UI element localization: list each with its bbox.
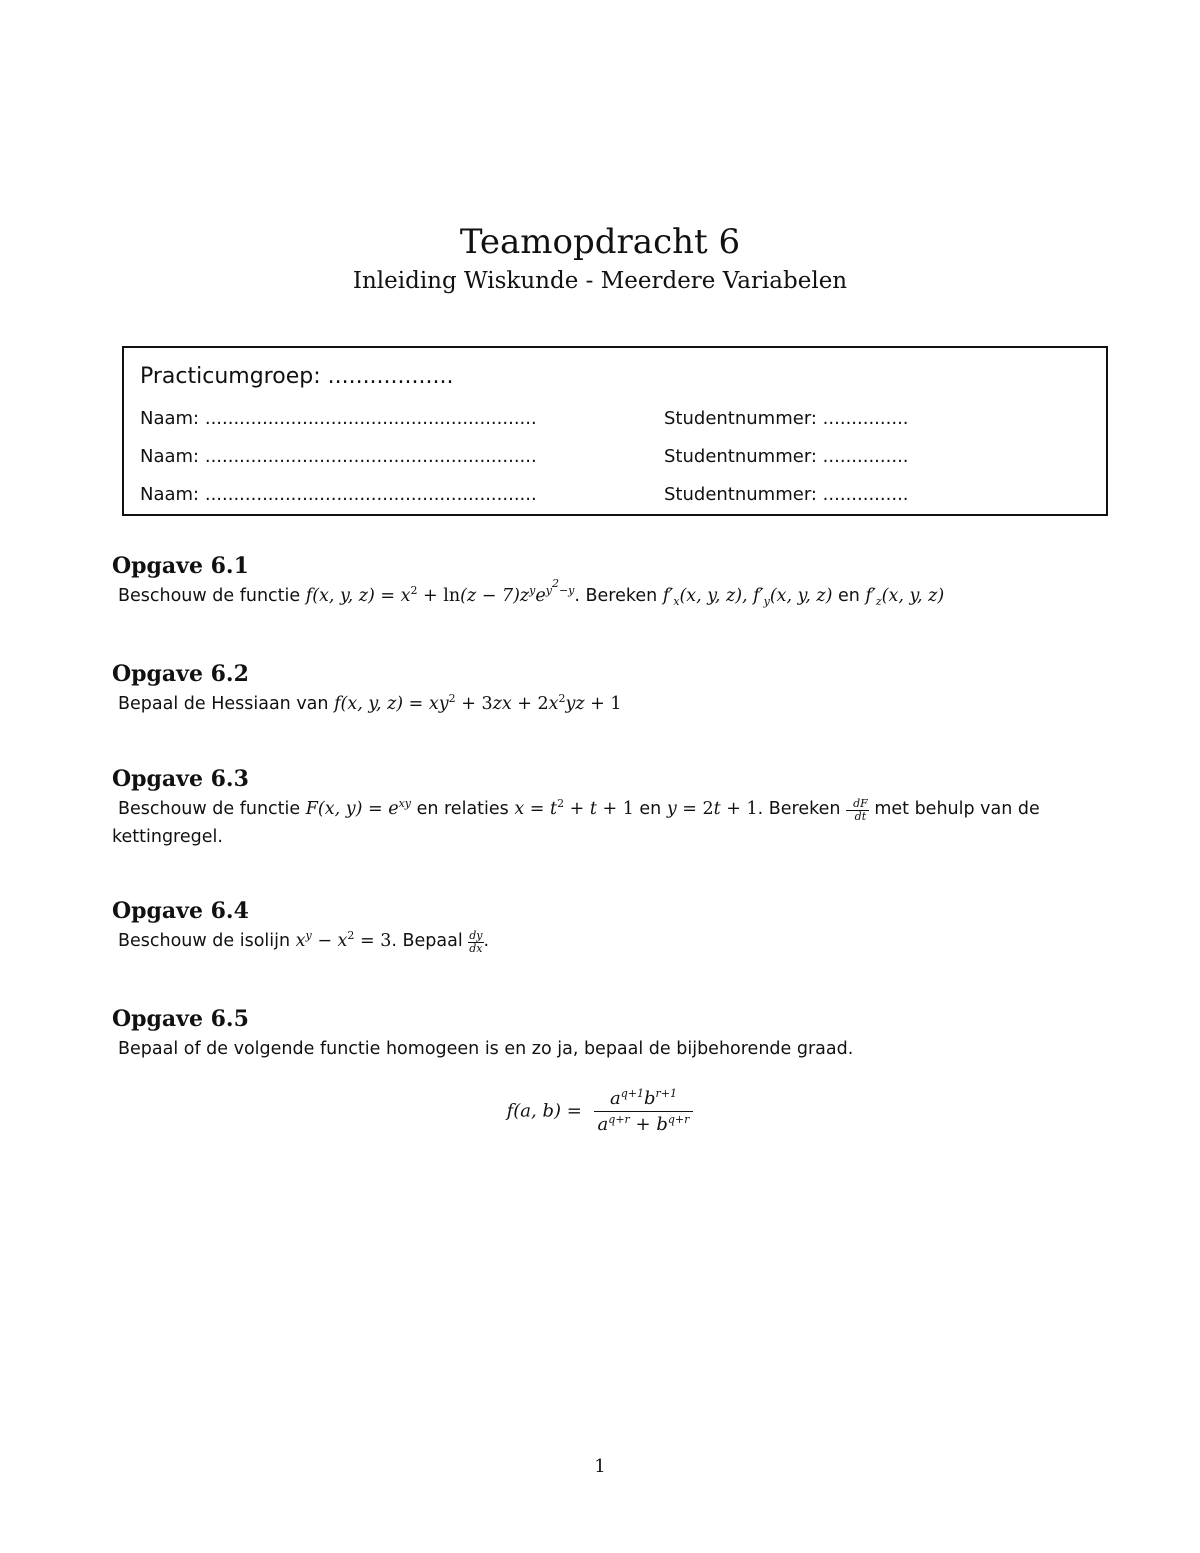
- formula: $x^y - x^2 = 3$: [295, 929, 392, 951]
- formula: $x = t^2 + t + 1$: [514, 797, 634, 819]
- question-text: Bepaal de Hessiaan van f(x, y, $z) = xy^2 + 3zx + 2x^2yz + 1$: [118, 692, 622, 714]
- naam-field-3: Naam: ..........................................................: [140, 484, 537, 505]
- question-6-3: [112, 765, 1102, 851]
- question-6-2: [112, 660, 1102, 718]
- question-6-1: [112, 552, 1102, 610]
- question-6-5: [112, 1005, 1102, 1063]
- display-formula: f(a, b) = $\frac{a^{q+1}b^{r+1}}{a^{q+r} + b^{q+r}}$: [0, 1086, 1200, 1137]
- question-6-4: [112, 897, 1102, 955]
- question-text: Beschouw de functie F(x, $y) = e^{xy}$ en relaties $x = t^2 + t + 1$ en y = 2t + 1. Bereken $\frac{dF}{dt}$ met behulp van de kettingregel.: [112, 797, 1040, 847]
- question-text: Bepaal of de volgende functie homogeen is en zo ja, bepaal de bijbehorende graad.: [118, 1039, 854, 1059]
- naam-field-1: Naam: ..........................................................: [140, 408, 537, 429]
- derivative-fraction: $\frac{dy}{dx}$: [469, 929, 483, 955]
- formula: F(x, $y) = e^{xy}$: [305, 797, 411, 819]
- derivative-fraction: $\frac{dF}{dt}$: [846, 798, 869, 823]
- page-number: 1: [594, 1456, 606, 1477]
- document-title: Teamopdracht 6: [459, 222, 741, 262]
- formula: $f'_x(x$, y, z), $f'_y(x$, y, z): [662, 586, 833, 608]
- question-heading: Opgave 6.3: [112, 766, 249, 792]
- question-text: Beschouw de isolijn $x^y - x^2 = 3$. Bepaal $\frac{dy}{dx}$ .: [118, 929, 490, 955]
- question-heading: Opgave 6.1: [112, 553, 249, 579]
- question-heading: Opgave 6.4: [112, 898, 249, 924]
- formula: f(x, y, $z) = x^2 + \ln(z - 7)z^ye^{y^2-y}$: [305, 577, 575, 606]
- question-heading: Opgave 6.2: [112, 661, 249, 687]
- studentnummer-field-1: Studentnummer: ...............: [664, 408, 909, 429]
- studentnummer-field-3: Studentnummer: ...............: [664, 484, 909, 505]
- formula: $f'_z(x$, y, z): [865, 586, 945, 608]
- studentnummer-field-2: Studentnummer: ...............: [664, 446, 909, 467]
- naam-field-2: Naam: ..........................................................: [140, 446, 537, 467]
- student-info-box: [122, 346, 1108, 516]
- formula: y = 2t + 1: [666, 799, 758, 819]
- formula: f(x, y, $z) = xy^2 + 3zx + 2x^2yz + 1$: [334, 692, 622, 714]
- document-subtitle: Inleiding Wiskunde - Meerdere Variabelen: [352, 268, 848, 294]
- question-heading: Opgave 6.5: [112, 1006, 249, 1032]
- practicumgroep-field: Practicumgroep: ..................: [140, 364, 454, 389]
- question-text: Beschouw de functie f(x, y, $z) = x^2 + \ln(z - 7)z^ye^{y^2-y}$. Bereken $f'_x(x$, y, z), $f'_y(x$, y, z) en $f'_z(x$, y, z): [118, 577, 945, 608]
